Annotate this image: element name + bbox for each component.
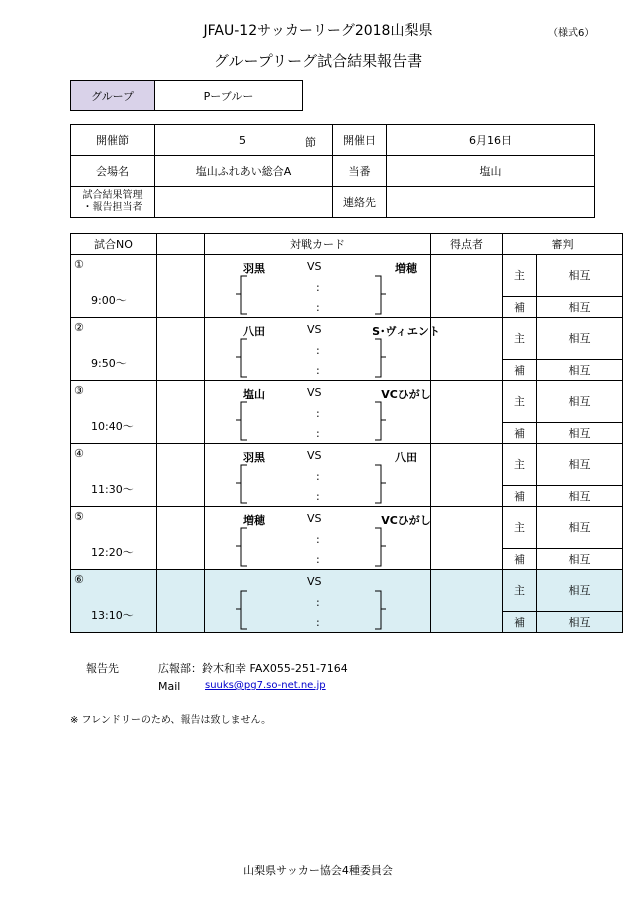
home-team: 羽黒 — [243, 262, 265, 275]
match-mark: ③ — [74, 384, 84, 397]
match-mark: ⑥ — [74, 573, 84, 586]
duty-value: 塩山 — [387, 156, 595, 187]
main-referee-value: 相互 — [537, 255, 623, 297]
vs-label: VS — [307, 575, 322, 588]
contact-value — [387, 187, 595, 218]
vs-label: VS — [307, 512, 322, 525]
right-bracket-icon — [373, 590, 387, 630]
away-team: 増穂 — [395, 262, 417, 275]
scorer-cell — [431, 255, 503, 318]
scorer-cell — [431, 444, 503, 507]
pr-contact: 広報部：鈴木和幸 FAX055-251-7164 — [158, 662, 348, 675]
sub-referee-label: 補 — [503, 548, 537, 569]
group-box — [70, 80, 303, 111]
main-referee-label: 主 — [503, 507, 537, 549]
match-row — [71, 507, 623, 549]
vs-label: VS — [307, 260, 322, 273]
right-bracket-icon — [373, 464, 387, 504]
form-number: （様式6） — [548, 28, 595, 39]
match-card-cell — [205, 570, 431, 633]
match-blank-cell — [157, 318, 205, 381]
match-row — [71, 570, 623, 612]
left-bracket-icon — [235, 464, 249, 504]
home-team: 羽黒 — [243, 451, 265, 464]
sub-referee-value: 相互 — [537, 611, 623, 632]
match-row — [71, 255, 623, 297]
main-referee-label: 主 — [503, 318, 537, 360]
score-colon: : — [316, 301, 320, 314]
match-number-cell — [71, 507, 157, 570]
score-colon: : — [316, 490, 320, 503]
score-colon: : — [316, 407, 320, 420]
round-cell — [155, 125, 333, 156]
sub-referee-label: 補 — [503, 359, 537, 380]
sub-referee-label: 補 — [503, 296, 537, 317]
main-referee-value: 相互 — [537, 444, 623, 486]
match-blank-cell — [157, 444, 205, 507]
right-bracket-icon — [373, 401, 387, 441]
round-label: 開催節 — [71, 125, 155, 156]
match-time: 9:50～ — [91, 357, 127, 370]
group-value: Pーブルー — [155, 81, 303, 111]
main-referee-value: 相互 — [537, 318, 623, 360]
match-blank-cell — [157, 507, 205, 570]
score-colon: : — [316, 533, 320, 546]
match-card-cell — [205, 255, 431, 318]
left-bracket-icon — [235, 527, 249, 567]
match-mark: ① — [74, 258, 84, 271]
main-referee-value: 相互 — [537, 381, 623, 423]
left-bracket-icon — [235, 590, 249, 630]
score-colon: : — [316, 427, 320, 440]
vs-label: VS — [307, 386, 322, 399]
main-referee-label: 主 — [503, 444, 537, 486]
header-blank — [157, 234, 205, 255]
match-card-cell — [205, 381, 431, 444]
match-card-cell — [205, 444, 431, 507]
scorer-cell — [431, 318, 503, 381]
main-referee-label: 主 — [503, 255, 537, 297]
score-colon: : — [316, 596, 320, 609]
venue-value: 塩山ふれあい総合A — [155, 156, 333, 187]
header-scorer: 得点者 — [431, 234, 503, 255]
contact-label: 連絡先 — [333, 187, 387, 218]
sub-referee-label: 補 — [503, 611, 537, 632]
manager-label-line2: ・報告担当者 — [82, 202, 143, 213]
info-table — [70, 124, 595, 218]
match-number-cell — [71, 255, 157, 318]
left-bracket-icon — [235, 401, 249, 441]
manager-label — [71, 187, 155, 218]
match-time: 11:30～ — [91, 483, 134, 496]
match-row — [71, 318, 623, 360]
round-suffix: 節 — [305, 136, 316, 149]
sub-referee-label: 補 — [503, 422, 537, 443]
match-row — [71, 381, 623, 423]
mail-label: Mail — [158, 680, 181, 693]
manager-value — [155, 187, 333, 218]
score-colon: : — [316, 616, 320, 629]
manager-label-line1: 試合結果管理 — [82, 190, 143, 201]
match-card-cell — [205, 507, 431, 570]
header-match-no: 試合NO — [71, 234, 157, 255]
main-referee-label: 主 — [503, 381, 537, 423]
duty-label: 当番 — [333, 156, 387, 187]
score-colon: : — [316, 281, 320, 294]
score-colon: : — [316, 470, 320, 483]
main-referee-value: 相互 — [537, 570, 623, 612]
home-team: 塩山 — [243, 388, 265, 401]
match-blank-cell — [157, 570, 205, 633]
header-card: 対戦カード — [205, 234, 431, 255]
sub-referee-value: 相互 — [537, 296, 623, 317]
sub-referee-value: 相互 — [537, 359, 623, 380]
match-number-cell — [71, 444, 157, 507]
match-card-cell — [205, 318, 440, 381]
away-team: VCひがし — [381, 514, 431, 527]
group-label: グループ — [71, 81, 155, 111]
left-bracket-icon — [235, 275, 249, 315]
right-bracket-icon — [373, 527, 387, 567]
away-team: S･ヴィエント — [372, 325, 440, 338]
right-bracket-icon — [373, 275, 387, 315]
score-colon: : — [316, 344, 320, 357]
score-colon: : — [316, 364, 320, 377]
venue-label: 会場名 — [71, 156, 155, 187]
mail-link[interactable]: suuks@pg7.so-net.ne.jp — [205, 680, 326, 691]
home-team: 増穂 — [243, 514, 265, 527]
vs-label: VS — [307, 323, 322, 336]
home-team: 八田 — [243, 325, 265, 338]
right-bracket-icon — [373, 338, 387, 378]
match-number-cell — [71, 381, 157, 444]
date-value: 6月16日 — [387, 125, 595, 156]
scorer-cell — [431, 570, 503, 633]
document-subtitle: グループリーグ試合結果報告書 — [213, 52, 423, 70]
away-team: VCひがし — [381, 388, 431, 401]
match-number-cell — [71, 570, 157, 633]
sub-referee-value: 相互 — [537, 548, 623, 569]
report-to-label: 報告先 — [86, 662, 119, 675]
matches-table — [70, 233, 623, 633]
scorer-cell — [431, 381, 503, 444]
left-bracket-icon — [235, 338, 249, 378]
match-row — [71, 444, 623, 486]
main-referee-label: 主 — [503, 570, 537, 612]
score-colon: : — [316, 553, 320, 566]
away-team: 八田 — [395, 451, 417, 464]
sub-referee-value: 相互 — [537, 422, 623, 443]
match-mark: ② — [74, 321, 84, 334]
date-label: 開催日 — [333, 125, 387, 156]
organization-name: 山梨県サッカー協会4種委員会 — [243, 864, 393, 877]
main-referee-value: 相互 — [537, 507, 623, 549]
sub-referee-label: 補 — [503, 485, 537, 506]
friendly-note: ※ フレンドリーのため、報告は致しません。 — [70, 715, 272, 726]
round-value: 5 — [239, 134, 246, 147]
sub-referee-value: 相互 — [537, 485, 623, 506]
match-blank-cell — [157, 255, 205, 318]
match-time: 10:40～ — [91, 420, 134, 433]
match-mark: ④ — [74, 447, 84, 460]
match-time: 9:00～ — [91, 294, 127, 307]
match-number-cell — [71, 318, 157, 381]
header-referee: 審判 — [503, 234, 623, 255]
document-title: JFAU-12サッカーリーグ2018山梨県 — [203, 23, 433, 39]
scorer-cell — [431, 507, 503, 570]
vs-label: VS — [307, 449, 322, 462]
match-time: 13:10～ — [91, 609, 134, 622]
match-mark: ⑤ — [74, 510, 84, 523]
match-blank-cell — [157, 381, 205, 444]
match-time: 12:20～ — [91, 546, 134, 559]
